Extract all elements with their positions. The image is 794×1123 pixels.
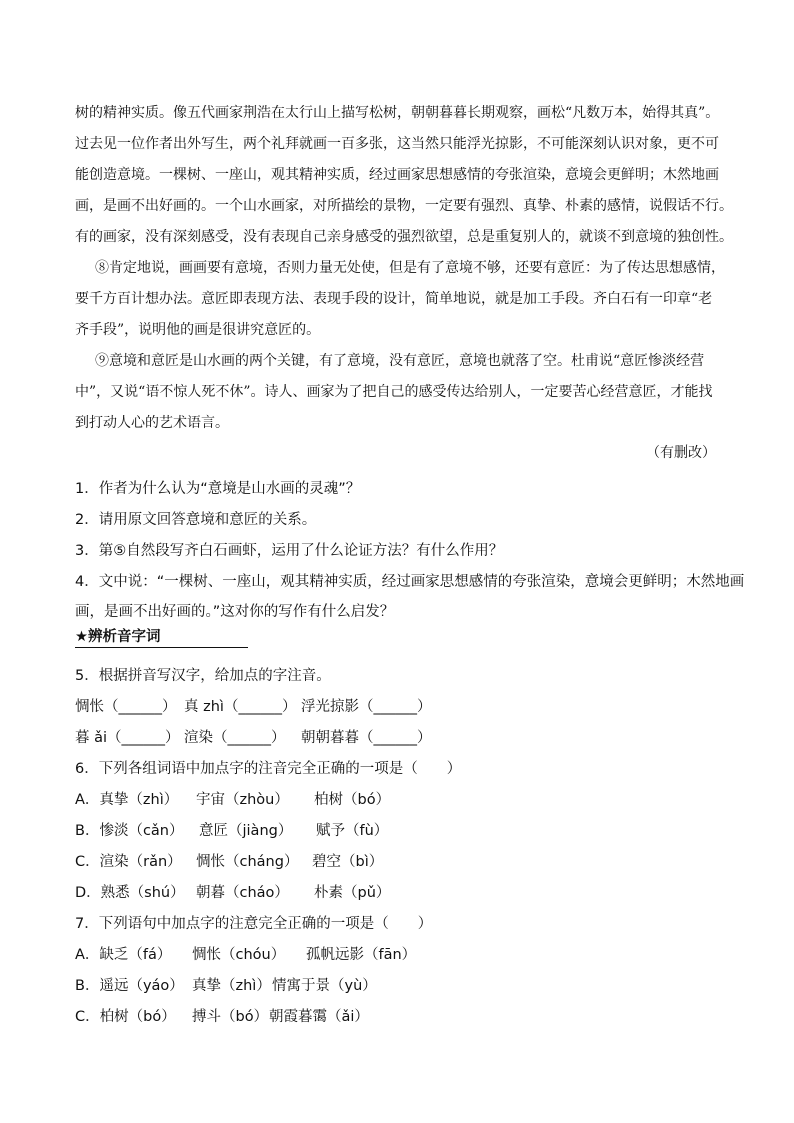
blank-item: 真 zhì（______） <box>184 699 297 715</box>
option-word: 柏树（bó） <box>314 792 391 808</box>
question-7-stem: 7．下列语句中加点字的注意完全正确的一项是（ ） <box>75 916 433 932</box>
option-word: 朝暮（cháo） <box>196 885 289 901</box>
passage-line: 树的精神实质。像五代画家荆浩在太行山上描写松树，朝朝暮暮长期观察，画松“凡数万本，始得其真”。 <box>75 105 720 121</box>
option-word: 搏斗（bó） <box>192 1009 269 1025</box>
edit-note: （有删改） <box>646 445 716 461</box>
option-word: C．柏树（bó） <box>75 1009 176 1025</box>
question-2: 2．请用原文回答意境和意匠的关系。 <box>75 512 317 528</box>
passage-line: 能创造意境。一棵树、一座山，观其精神实质，经过画家思想感情的夸张渲染，意境会更鲜明；木然地画 <box>75 167 719 183</box>
passage-line: 画，是画不出好画的。一个山水画家，对所描绘的景物，一定要有强烈、真挚、朴素的感情，说假话不行。 <box>75 198 733 214</box>
option-word: C．渲染（rǎn） <box>75 854 182 870</box>
passage-line: ⑧肯定地说，画画要有意境，否则力量无处使，但是有了意境不够，还要有意匠：为了传达思想感情， <box>95 260 725 276</box>
blank-item: 朝朝暮暮（______） <box>301 730 432 746</box>
blank-item: 暮 ǎi（______） <box>75 730 180 746</box>
option-word: 赋予（fù） <box>316 823 389 839</box>
option-word: 真挚（zhì） <box>192 978 271 994</box>
question-4-cont: 画，是画不出好画的。”这对你的写作有什么启发？ <box>75 604 395 620</box>
passage-line: 有的画家，没有深刻感受，没有表现自己亲身感受的强烈欲望，总是重复别人的，就谈不到意境的独创性。 <box>75 229 733 245</box>
question-1: 1．作者为什么认为“意境是山水画的灵魂”？ <box>75 481 361 497</box>
section-title: ★辨析音字词 <box>75 625 248 648</box>
question-3: 3．第⑤自然段写齐白石画虾，运用了什么论证方法？有什么作用？ <box>75 543 504 559</box>
passage-line: 到打动人心的艺术语言。 <box>75 415 229 431</box>
option-word: 意匠（jiàng） <box>199 823 293 839</box>
passage-line: 齐手段”，说明他的画是很讲究意匠的。 <box>75 322 321 338</box>
question-4: 4．文中说：“一棵树、一座山，观其精神实质，经过画家思想感情的夸张渲染，意境会更鲜明；木然地画 <box>75 574 745 590</box>
passage-line: 中”，又说“语不惊人死不休”。诗人、画家为了把自己的感受传达给别人，一定要苦心经营意匠，才能找 <box>75 384 713 400</box>
question-5-stem: 5．根据拼音写汉字，给加点的字注音。 <box>75 668 331 684</box>
option-word: A．缺乏（fá） <box>75 947 172 963</box>
option-word: 朴素（pǔ） <box>314 885 391 901</box>
option-word: A．真挚（zhì） <box>75 792 179 808</box>
option-word: 惆怅（cháng） <box>196 854 299 870</box>
blank-item: 惆怅（______） <box>75 699 177 715</box>
option-word: 朝霞暮霭（ǎi） <box>269 1009 369 1025</box>
option-word: 孤帆远影（fān） <box>306 947 417 963</box>
option-word: 碧空（bì） <box>312 854 384 870</box>
blank-item: 渲染（______） <box>184 730 286 746</box>
option-word: 惆怅（chóu） <box>192 947 286 963</box>
option-word: D．熟悉（shú） <box>75 885 185 901</box>
option-word: B．遥远（yáo） <box>75 978 184 994</box>
question-6-stem: 6．下列各组词语中加点字的注音完全正确的一项是（ ） <box>75 761 462 777</box>
option-word: 宇宙（zhòu） <box>196 792 289 808</box>
blank-item: 浮光掠影（______） <box>301 699 432 715</box>
passage-line: 要千方百计想办法。意匠即表现方法、表现手段的设计，简单地说，就是加工手段。齐白石有一印章“老 <box>75 291 713 307</box>
passage-line: 过去见一位作者出外写生，两个礼拜就画一百多张，这当然只能浮光掠影，不可能深刻认识对象，更不可 <box>75 136 719 152</box>
option-word: B．惨淡（cǎn） <box>75 823 184 839</box>
option-word: 情寓于景（yù） <box>272 978 377 994</box>
passage-line: ⑨意境和意匠是山水画的两个关键，有了意境，没有意匠，意境也就落了空。杜甫说“意匠惨淡经营 <box>95 353 705 369</box>
